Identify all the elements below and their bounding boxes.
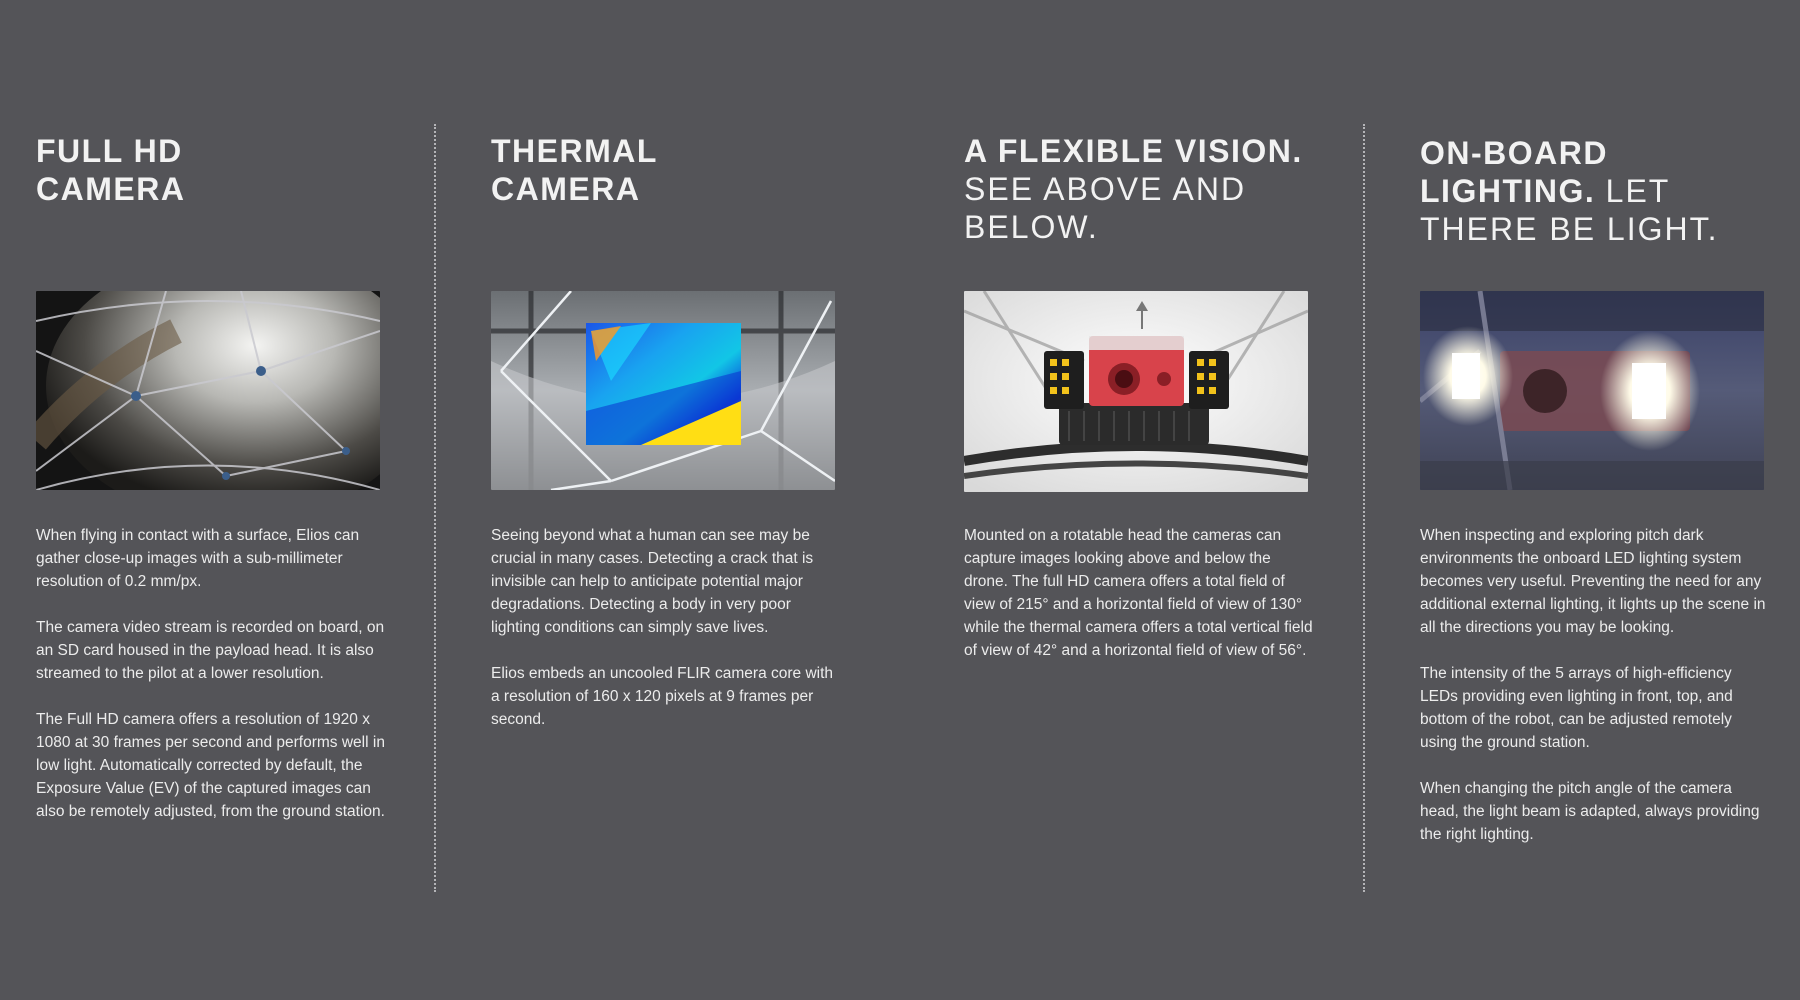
- column-body: [491, 524, 841, 754]
- paragraph: When flying in contact with a surface, Elios can gather close-up images with a sub-millimeter resolution of 0.2 mm/px.: [36, 527, 360, 590]
- heading-bold: THERMAL CAMERA: [491, 133, 658, 207]
- paragraph: The intensity of the 5 arrays of high-efficiency LEDs providing even lighting in front, top, and bottom of the robot, can be adjusted remotely using the ground station.: [1420, 665, 1733, 751]
- column-heading: [1420, 134, 1740, 248]
- column-heading: [964, 132, 1344, 246]
- heading-light: LET THERE BE LIGHT.: [1420, 173, 1719, 247]
- paragraph: Seeing beyond what a human can see may be crucial in many cases. Detecting a crack that is invisible can help to anticipate potential major degradations. Detecting a body in very poor lighting conditions can simply save lives.: [491, 527, 814, 636]
- thermal-overlay-photo-icon: [491, 291, 835, 490]
- paragraph: The camera video stream is recorded on board, on an SD card housed in the payload head. It is also streamed to the pilot at a lower resolution.: [36, 619, 385, 682]
- column-heading: [491, 132, 711, 208]
- column-body: [36, 524, 386, 846]
- paragraph: Elios embeds an uncooled FLIR camera core with a resolution of 160 x 120 pixels at 9 frames per second.: [491, 665, 834, 728]
- heading-bold: A FLEXIBLE VISION.: [964, 133, 1303, 169]
- column-body: [1420, 524, 1770, 869]
- column-body: [964, 524, 1314, 685]
- column-divider-1: [434, 124, 436, 892]
- column-divider-2: [1363, 124, 1365, 892]
- heading-light: SEE ABOVE AND BELOW.: [964, 171, 1247, 245]
- rotatable-camera-head-photo-icon: [964, 291, 1308, 492]
- paragraph: Mounted on a rotatable head the cameras can capture images looking above and below the drone. The full HD camera offers a total field of view of 215° and a horizontal field of view of 130° while the thermal camera offers a total vertical field of view of 42° and a horizontal field of view of 56°.: [964, 527, 1313, 659]
- paragraph: When changing the pitch angle of the camera head, the light beam is adapted, always providing the right lighting.: [1420, 780, 1760, 843]
- fisheye-inspection-photo-icon: [36, 291, 380, 490]
- heading-bold: ON-BOARD LIGHTING.: [1420, 135, 1608, 209]
- heading-bold: FULL HD CAMERA: [36, 133, 186, 207]
- led-lighting-photo-icon: [1420, 291, 1764, 490]
- paragraph: When inspecting and exploring pitch dark environments the onboard LED lighting system becomes very useful. Preventing the need for any additional external lighting, it lights up the scene in all the directions you may be looking.: [1420, 527, 1766, 636]
- column-heading: [36, 132, 256, 208]
- paragraph: The Full HD camera offers a resolution of 1920 x 1080 at 30 frames per second and performs well in low light. Automatically corrected by default, the Exposure Value (EV) of the captured images can also be remotely adjusted, from the ground station.: [36, 711, 385, 820]
